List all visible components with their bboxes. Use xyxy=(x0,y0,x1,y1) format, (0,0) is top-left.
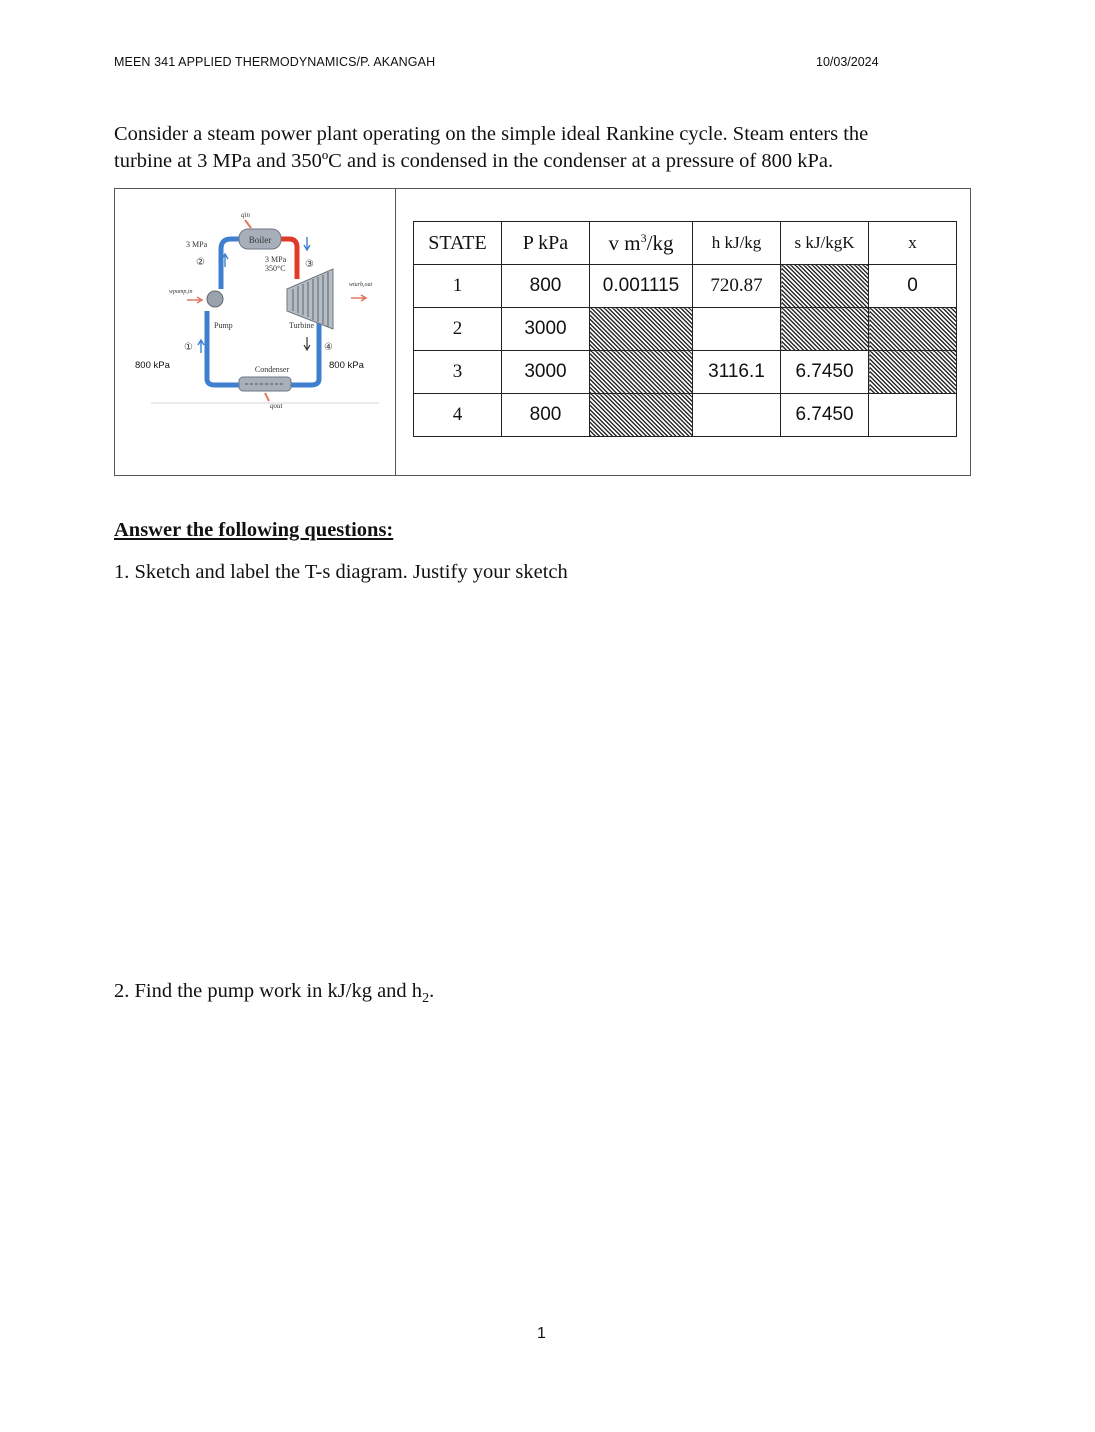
turbine-label: Turbine xyxy=(289,321,315,330)
p-high-right-label: 3 MPa xyxy=(265,255,287,264)
q-in-label: qin xyxy=(241,211,250,219)
cell-quality-shaded xyxy=(869,308,957,351)
figure-table-frame xyxy=(114,188,971,476)
question-2: 2. Find the pump work in kJ/kg and $h_2$. xyxy=(114,980,435,1007)
cell-volume-shaded xyxy=(590,308,693,351)
state-4-arrow-icon xyxy=(304,337,310,350)
cell-volume: 0.001115 xyxy=(590,265,693,308)
cell-state: 1 xyxy=(414,265,502,308)
q-in-arrow-icon xyxy=(245,220,251,228)
pump-body xyxy=(207,291,223,307)
question-1: 1. Sketch and label the T-s diagram. Justify your sketch xyxy=(114,561,568,583)
page-number: 1 xyxy=(537,1325,546,1342)
state-3-marker: ③ xyxy=(305,259,314,270)
p-low-left-label: 800 kPa xyxy=(135,360,170,371)
q-out-arrow-icon xyxy=(265,393,269,401)
col-header-enthalpy: h kJ/kg xyxy=(693,222,781,265)
p-high-left-label: 3 MPa xyxy=(186,240,208,249)
cell-entropy: 6.7450 xyxy=(781,394,869,437)
cell-quality-empty xyxy=(869,394,957,437)
w-turb-label: wturb,out xyxy=(349,282,373,288)
turbine-inlet-arrow-icon xyxy=(304,237,310,250)
cell-volume-shaded xyxy=(590,394,693,437)
cell-quality-shaded xyxy=(869,351,957,394)
w-pump-label: wpump,in xyxy=(169,289,193,295)
state-4-marker: ④ xyxy=(324,342,333,353)
cell-pressure: 800 xyxy=(502,394,590,437)
cell-entropy-shaded xyxy=(781,308,869,351)
cell-enthalpy-empty xyxy=(693,308,781,351)
cell-entropy: 6.7450 xyxy=(781,351,869,394)
cell-entropy-shaded xyxy=(781,265,869,308)
table-header-row xyxy=(414,222,957,265)
cell-enthalpy: 720.87 xyxy=(693,265,781,308)
cell-volume-shaded xyxy=(590,351,693,394)
condenser-label: Condenser xyxy=(254,365,290,374)
table-row-state-3 xyxy=(414,351,957,394)
pump-label: Pump xyxy=(214,321,233,330)
cell-pressure: 800 xyxy=(502,265,590,308)
col-header-entropy: s kJ/kgK xyxy=(781,222,869,265)
col-header-volume: v $m^3/kg$ xyxy=(590,222,693,265)
cell-state: 4 xyxy=(414,394,502,437)
cell-pressure: 3000 xyxy=(502,308,590,351)
table-row-state-4 xyxy=(414,394,957,437)
col-header-quality: x xyxy=(869,222,957,265)
cell-enthalpy: 3116.1 xyxy=(693,351,781,394)
boiler-label: Boiler xyxy=(248,235,272,245)
header-course: MEEN 341 APPLIED THERMODYNAMICS/P. AKANGAH xyxy=(114,55,436,69)
state-1-arrow-icon xyxy=(198,340,204,353)
t-high-label: 350°C xyxy=(265,264,286,273)
pipe-pump-to-boiler xyxy=(221,239,241,289)
turbine-body xyxy=(287,269,333,329)
table-row-state-1 xyxy=(414,265,957,308)
table-row-state-2 xyxy=(414,308,957,351)
state-1-marker: ① xyxy=(184,342,193,353)
problem-line-2: turbine at 3 MPa and 350ºC and is condensed in the condenser at a pressure of 800 kPa. xyxy=(114,150,834,172)
frame-divider xyxy=(395,189,396,475)
pipe-bottom-left xyxy=(207,379,241,385)
header-date: 10/03/2024 xyxy=(816,55,879,69)
cell-state: 3 xyxy=(414,351,502,394)
cell-state: 2 xyxy=(414,308,502,351)
problem-line-1: Consider a steam power plant operating on the simple ideal Rankine cycle. Steam enters the xyxy=(114,123,869,145)
problem-statement xyxy=(114,121,974,175)
w-pump-arrow-icon xyxy=(187,297,202,303)
rankine-cycle-schematic xyxy=(129,207,385,417)
questions-heading: Answer the following questions: xyxy=(114,519,394,541)
p-low-right-label: 800 kPa xyxy=(329,360,364,371)
state-properties-table xyxy=(413,221,957,437)
cell-enthalpy-empty xyxy=(693,394,781,437)
cell-pressure: 3000 xyxy=(502,351,590,394)
col-header-state: STATE xyxy=(414,222,502,265)
col-header-pressure: P kPa xyxy=(502,222,590,265)
cell-quality: 0 xyxy=(869,265,957,308)
q-out-label: qout xyxy=(270,402,283,410)
w-turb-arrow-icon xyxy=(351,295,366,301)
state-2-marker: ② xyxy=(196,257,205,268)
